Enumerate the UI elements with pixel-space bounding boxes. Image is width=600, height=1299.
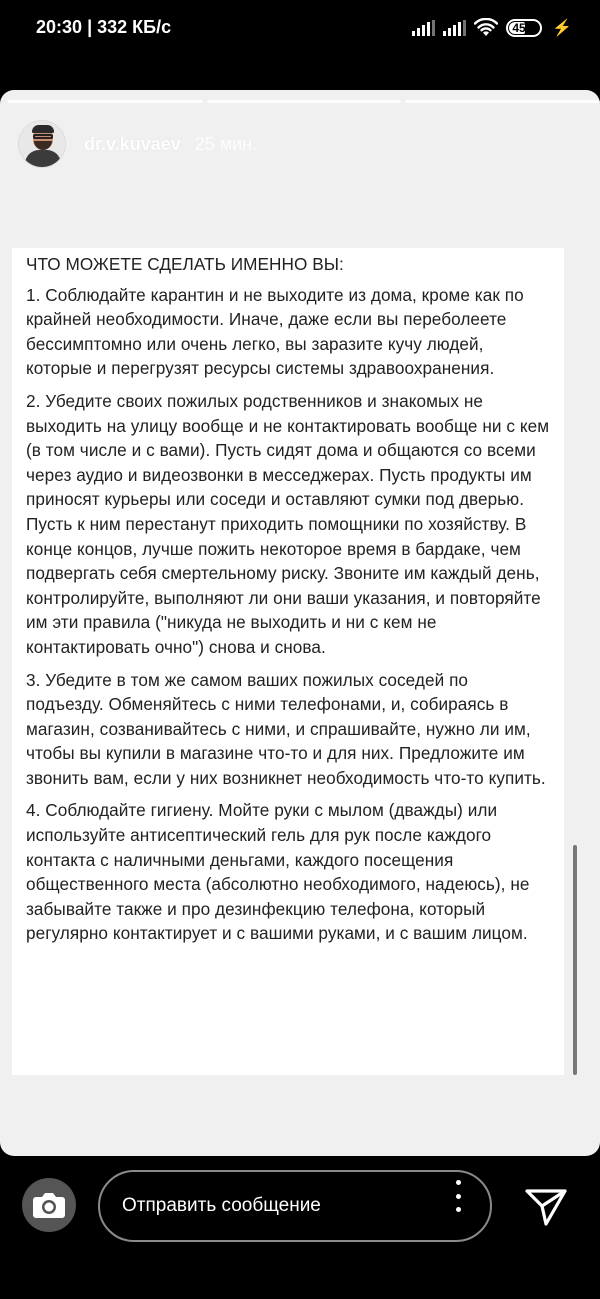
avatar[interactable] — [18, 120, 66, 168]
send-icon[interactable] — [524, 1187, 568, 1227]
signal-icon — [443, 20, 466, 36]
camera-button[interactable] — [22, 1178, 76, 1232]
story-card[interactable] — [0, 90, 600, 1156]
status-bar — [0, 0, 600, 56]
battery-percent: 45 — [512, 21, 526, 35]
story-text-block — [12, 248, 564, 1075]
network-speed: 332 КБ/с — [97, 17, 172, 37]
story-author[interactable] — [18, 120, 257, 168]
story-paragraph-2: 2. Убедите своих пожилых родственников и знакомых не выходить на улицу вообще и не контактировать вообще ни с кем (в том числе и с вами). Пусть сидят дома и общаются со всеми через аудио и видеозвонки в месседжерах. Пусть продукты им приносят курьеры или соседи и оставляют сумки под дверью. Пусть к ним перестанут приходить помощники по хозяйству. В конце концов, лучше пожить некоторое время в бардаке, чем подвергать себя смертельному риску. Звоните им каждый день, контролируйте, выполняют ли они ваши указания, и повторяйте им эти правила ("никуда не выходить и ни с кем не контактировать очно") снова и снова. — [26, 390, 550, 657]
post-time: 25 мин. — [194, 133, 258, 154]
progress-segment — [405, 100, 600, 103]
story-paragraph-1: 1. Соблюдайте карантин и не выходите из дома, кроме как по крайней необходимости. Иначе, даже если вы переболеете бессимптомно или очень легко, вы заразите кучу людей, которые и перегрузят ресурсы системы здравоохранения. — [26, 284, 524, 379]
charging-bolt-icon: ⚡ — [552, 20, 572, 37]
wifi-icon — [474, 18, 498, 38]
text-scrollbar — [573, 845, 577, 1075]
status-time: 20:30 | 332 КБ/с — [36, 17, 172, 37]
reply-bar — [0, 1160, 600, 1260]
clock: 20:30 — [36, 17, 83, 37]
story-heading: ЧТО МОЖЕТЕ СДЕЛАТЬ ИМЕННО ВЫ: — [26, 254, 344, 274]
story-progress-bar — [8, 100, 600, 103]
camera-icon — [32, 1191, 66, 1219]
battery-icon — [506, 19, 542, 37]
story-paragraph-3: 3. Убедите в том же самом ваших пожилых соседей по подъезду. Обменяйтесь с ними телефонами, и, собираясь в магазин, созванивайтесь с ними, и спрашивайте, нужно ли им, чтобы вы купили в магазине что-то и для них. Предложите им звонить вам, если у них возникнет необходимость что-то купить. — [26, 669, 546, 788]
signal-icon — [412, 20, 435, 36]
progress-segment — [207, 100, 402, 103]
status-icons — [412, 16, 572, 40]
more-vertical-icon — [456, 1180, 461, 1185]
progress-segment — [8, 100, 203, 103]
message-input[interactable] — [98, 1170, 492, 1242]
author-username[interactable]: dr.v.kuvaev — [84, 133, 181, 154]
more-options-button[interactable] — [446, 1180, 470, 1212]
message-placeholder: Отправить сообщение — [122, 1195, 321, 1216]
story-paragraph-4: 4. Соблюдайте гигиену. Мойте руки с мылом (дважды) или используйте антисептический гель для рук после каждого контакта с наличными деньгами, каждого посещения общественного места (абсолютно необходимого, надеюсь), не забывайте также и про дезинфекцию телефона, который регулярно контактирует и с вашими руками, и с вашим лицом. — [26, 800, 530, 944]
